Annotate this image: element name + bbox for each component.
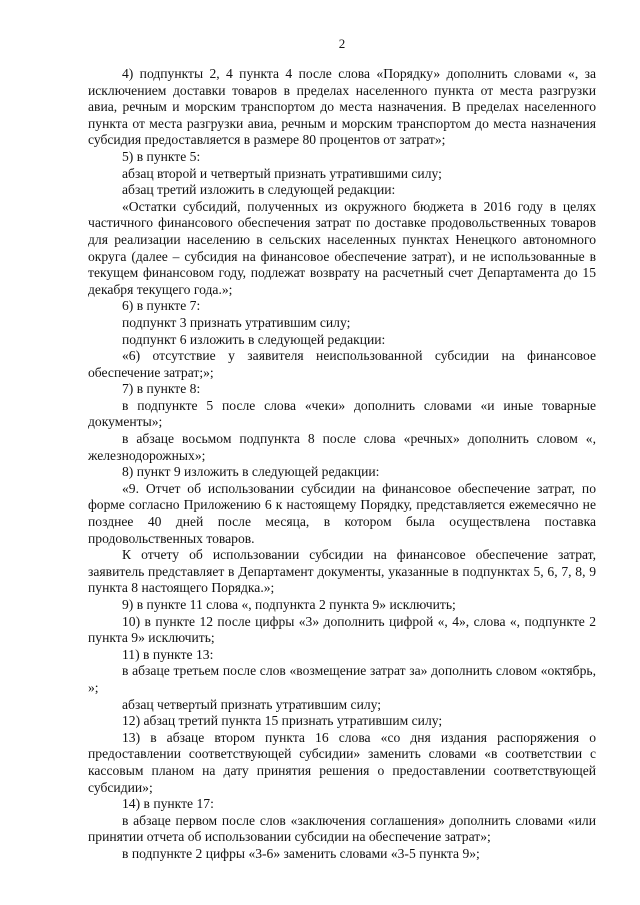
paragraph: в подпункте 5 после слова «чеки» дополнить словами «и иные товарные документы»; <box>88 397 596 430</box>
paragraph: абзац второй и четвертый признать утратившими силу; <box>122 165 442 181</box>
paragraph: «9. Отчет об использовании субсидии на финансовое обеспечение затрат, по форме согласно Приложению 6 к настоящему Порядку, представляется ежемесячно не позднее 40 дней после месяца, в котором была осуществлена поставка продовольственных товаров. <box>88 480 596 546</box>
paragraph: 14) в пункте 17: <box>122 796 214 812</box>
paragraph: 9) в пункте 11 слова «, подпункта 2 пункта 9» исключить; <box>122 597 456 612</box>
paragraph: абзац четвертый признать утратившим силу; <box>122 696 382 712</box>
page-number: 2 <box>338 36 346 51</box>
paragraph: 6) в пункте 7: <box>122 298 201 314</box>
paragraph: 4) подпункты 2, 4 пункта 4 после слова «Порядку» дополнить словами «, за исключением доставки товаров в пределах населенного пункта от места разгрузки авиа, речным и морским транспортом до места назначения. В пределах населенного пункта от места разгрузки авиа, речным и морским транспортом до места назначения субсидия предоставляется в размере 80 процентов от затрат»; <box>88 66 596 148</box>
paragraph: «6) отсутствие у заявителя неиспользованной субсидии на финансовое обеспечение затрат;»; <box>88 348 596 380</box>
paragraph: абзац третий изложить в следующей редакции: <box>122 182 396 198</box>
paragraph: 5) в пункте 5: <box>122 148 201 164</box>
paragraph: 8) пункт 9 изложить в следующей редакции: <box>122 464 380 480</box>
paragraph: в абзаце третьем после слов «возмещение затрат за» дополнить словом «октябрь, »; <box>88 663 596 695</box>
paragraph: подпункт 6 изложить в следующей редакции: <box>122 331 386 347</box>
paragraph: 12) абзац третий пункта 15 признать утратившим силу; <box>122 713 443 729</box>
paragraph: К отчету об использовании субсидии на финансовое обеспечение затрат, заявитель представляет в Департамент документы, указанные в подпунктах 5, 6, 7, 8, 9 пункта 8 настоящего Порядка.»; <box>88 547 596 596</box>
paragraph: 11) в пункте 13: <box>122 646 214 662</box>
paragraph: 13) в абзаце втором пункта 16 слова «со дня издания распоряжения о предоставлении соответствующей субсидии» заменить словами «в соответствии с кассовым планом на дату принятия решения о предоставлении соответствующей субсидии»; <box>88 729 596 795</box>
paragraph: в подпункте 2 цифры «3-6» заменить словами «3-5 пункта 9»; <box>122 845 480 861</box>
paragraph: подпункт 3 признать утратившим силу; <box>122 314 351 330</box>
paragraph: в абзаце первом после слов «заключения соглашения» дополнить словами «или принятии отчета об использовании субсидии на обеспечение затрат»; <box>88 812 596 845</box>
paragraph: в абзаце восьмом подпункта 8 после слова «речных» дополнить словом «, железнодорожных»; <box>88 431 596 463</box>
paragraph: «Остатки субсидий, полученных из окружного бюджета в 2016 году в целях частичного финансового обеспечения затрат по доставке продовольственных товаров для реализации населению в сельских населенных пунктах Ненецкого автономного округа (далее – субсидия на финансовое обеспечение затрат), и не использованные в текущем финансовом году, подлежат возврату на расчетный счет Департамента до 15 декабря текущего года.»; <box>88 198 596 297</box>
paragraph: 10) в пункте 12 после цифры «3» дополнить цифрой «, 4», слова «, подпункте 2 пункта 9» исключить; <box>88 613 596 646</box>
document-body <box>88 66 596 863</box>
paragraph: 7) в пункте 8: <box>122 381 201 397</box>
